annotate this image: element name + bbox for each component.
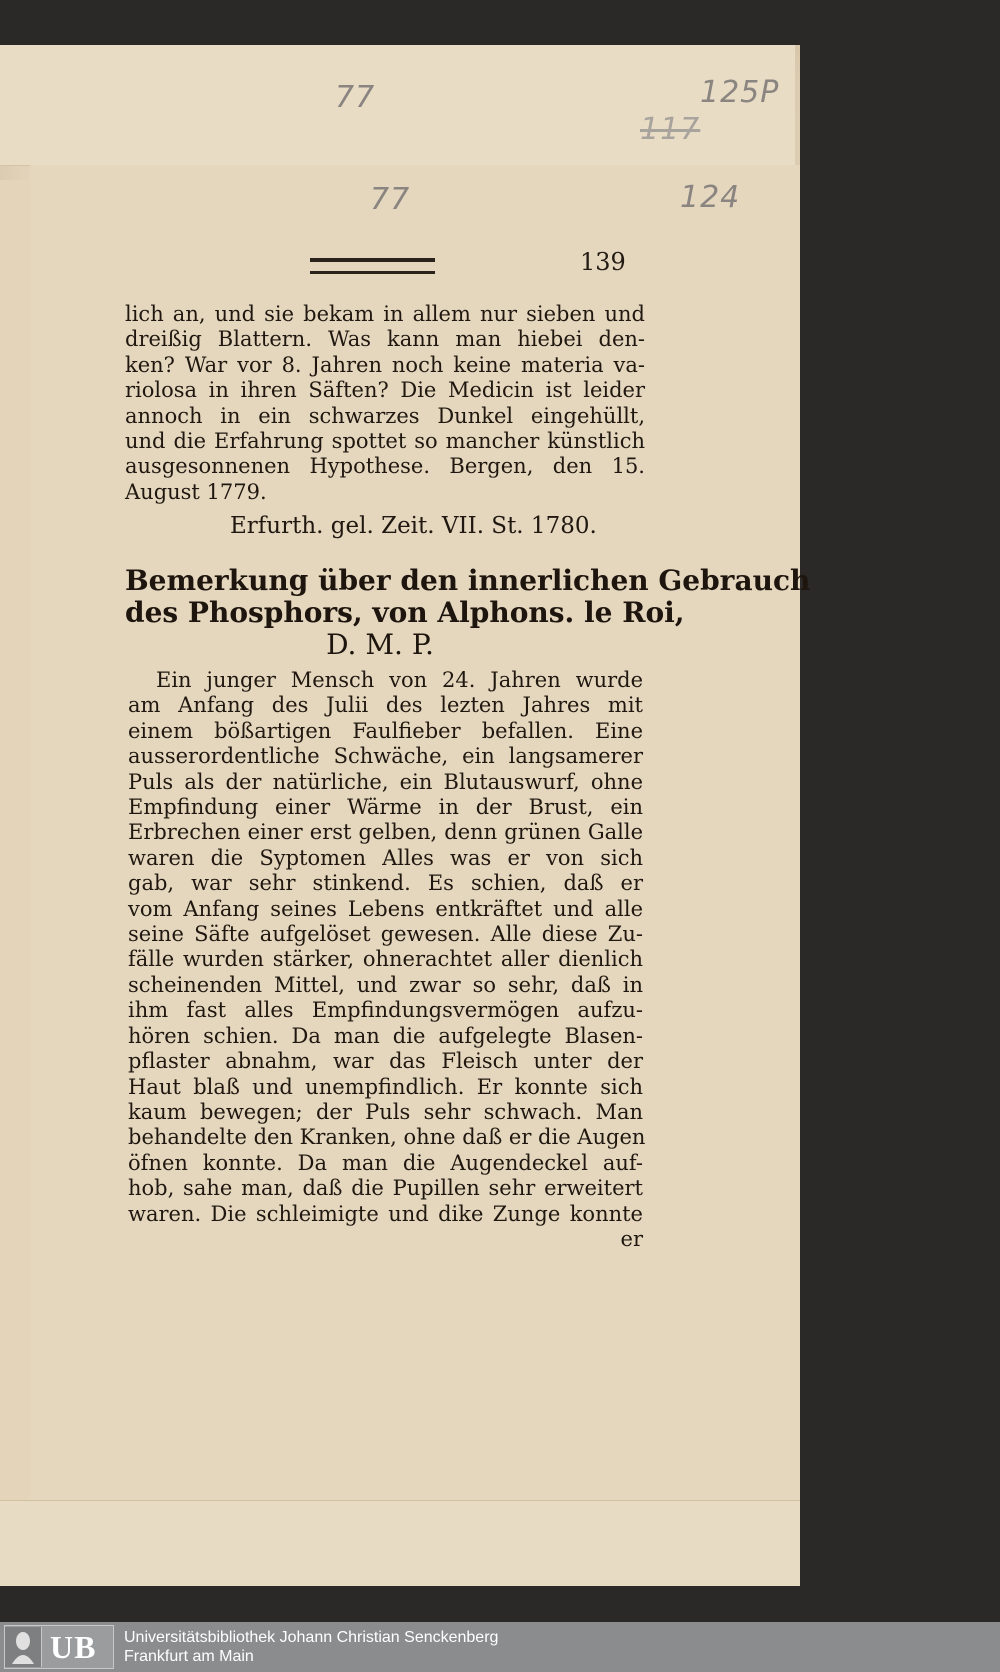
pencil-mark-right: 124 [680, 180, 741, 215]
article-heading [125, 564, 811, 661]
text-line: ausgesonnenen Hypothese. Bergen, den 15. [125, 454, 645, 479]
text-line: waren die Syptomen Alles was er von sich [128, 845, 643, 870]
pencil-mark-top-right: 125P [700, 75, 780, 110]
text-line: ken? War vor 8. Jahren noch keine materia va- [125, 352, 645, 377]
text-line: annoch in ein schwarzes Dunkel eingehüllt, [125, 403, 645, 428]
text-line: fälle wurden stärker, ohnerachtet aller dienlich [128, 947, 643, 972]
text-line: Ein junger Mensch von 24. Jahren wurde [156, 668, 643, 692]
body-paragraph [128, 668, 646, 1252]
text-line: hob, sahe man, daß die Pupillen sehr erweitert [128, 1176, 643, 1201]
library-name [124, 1628, 498, 1666]
text-line: kaum bewegen; der Puls sehr schwach. Man [128, 1099, 643, 1124]
portrait-icon [5, 1627, 42, 1667]
text-line: ausserordentliche Schwäche, ein langsamerer [128, 744, 643, 769]
page-number: 139 [580, 248, 626, 276]
text-line: und die Erfahrung spottet so mancher künstlich [125, 429, 645, 454]
footer-line-1: Universitätsbibliothek Johann Christian Senckenberg [124, 1629, 499, 1646]
text-line: ihm fast alles Empfindungsvermögen aufzu- [128, 998, 643, 1023]
text-line: seine Säfte aufgelöset gewesen. Alle diese Zu- [128, 922, 643, 947]
pencil-mark-top-center: 77 [335, 80, 376, 115]
text-line: einem bößartigen Faulfieber befallen. Eine [128, 718, 643, 743]
text-line: riolosa in ihren Säften? Die Medicin ist leider [125, 378, 645, 403]
text-line: waren. Die schleimigte und dike Zunge konnte [128, 1201, 643, 1226]
text-line: gab, war sehr stinkend. Es schien, daß er [128, 871, 643, 896]
header-rule [310, 258, 435, 274]
text-line: behandelte den Kranken, ohne daß er die Augen [128, 1125, 646, 1150]
catchword: er [620, 1226, 643, 1251]
source-citation: Erfurth. gel. Zeit. VII. St. 1780. [230, 513, 597, 539]
text-line: August 1779. [125, 479, 267, 504]
top-paragraph [125, 302, 645, 505]
pencil-mark-mid-center: 77 [370, 182, 411, 217]
library-footer [0, 1622, 1000, 1672]
heading-line: Bemerkung über den innerlichen Gebrauch [125, 564, 811, 597]
paper-bottom-strip [0, 1500, 800, 1586]
text-line: am Anfang des Julii des lezten Jahres mit [128, 693, 643, 718]
text-line: öfnen konnte. Da man die Augendeckel auf- [128, 1150, 643, 1175]
ub-logo[interactable] [4, 1625, 114, 1669]
text-line: pflaster abnahm, war das Fleisch unter der [128, 1049, 643, 1074]
text-line: Haut blaß und unempfindlich. Er konnte sich [128, 1074, 643, 1099]
heading-line: des Phosphors, von Alphons. le Roi, [125, 596, 685, 629]
text-line: lich an, und sie bekam in allem nur sieben und [125, 302, 645, 326]
text-line: Erbrechen einer erst gelben, denn grünen Galle [128, 820, 643, 845]
pencil-mark-struck: 117 [640, 112, 701, 147]
heading-line: D. M. P. [326, 628, 434, 661]
text-line: Empfindung einer Wärme in der Brust, ein [128, 795, 643, 820]
text-line: Puls als der natürliche, ein Blutauswurf, ohne [128, 769, 643, 794]
footer-line-2: Frankfurt am Main [124, 1648, 254, 1665]
text-line: vom Anfang seines Lebens entkräftet und alle [128, 896, 643, 921]
text-line: scheinenden Mittel, und zwar so sehr, daß in [128, 972, 643, 997]
paper-top-strip [0, 45, 795, 166]
text-line: hören schien. Da man die aufgelegte Blasen- [128, 1023, 643, 1048]
text-line: dreißig Blattern. Was kann man hiebei den- [125, 327, 645, 352]
logo-text: UB [50, 1628, 97, 1665]
